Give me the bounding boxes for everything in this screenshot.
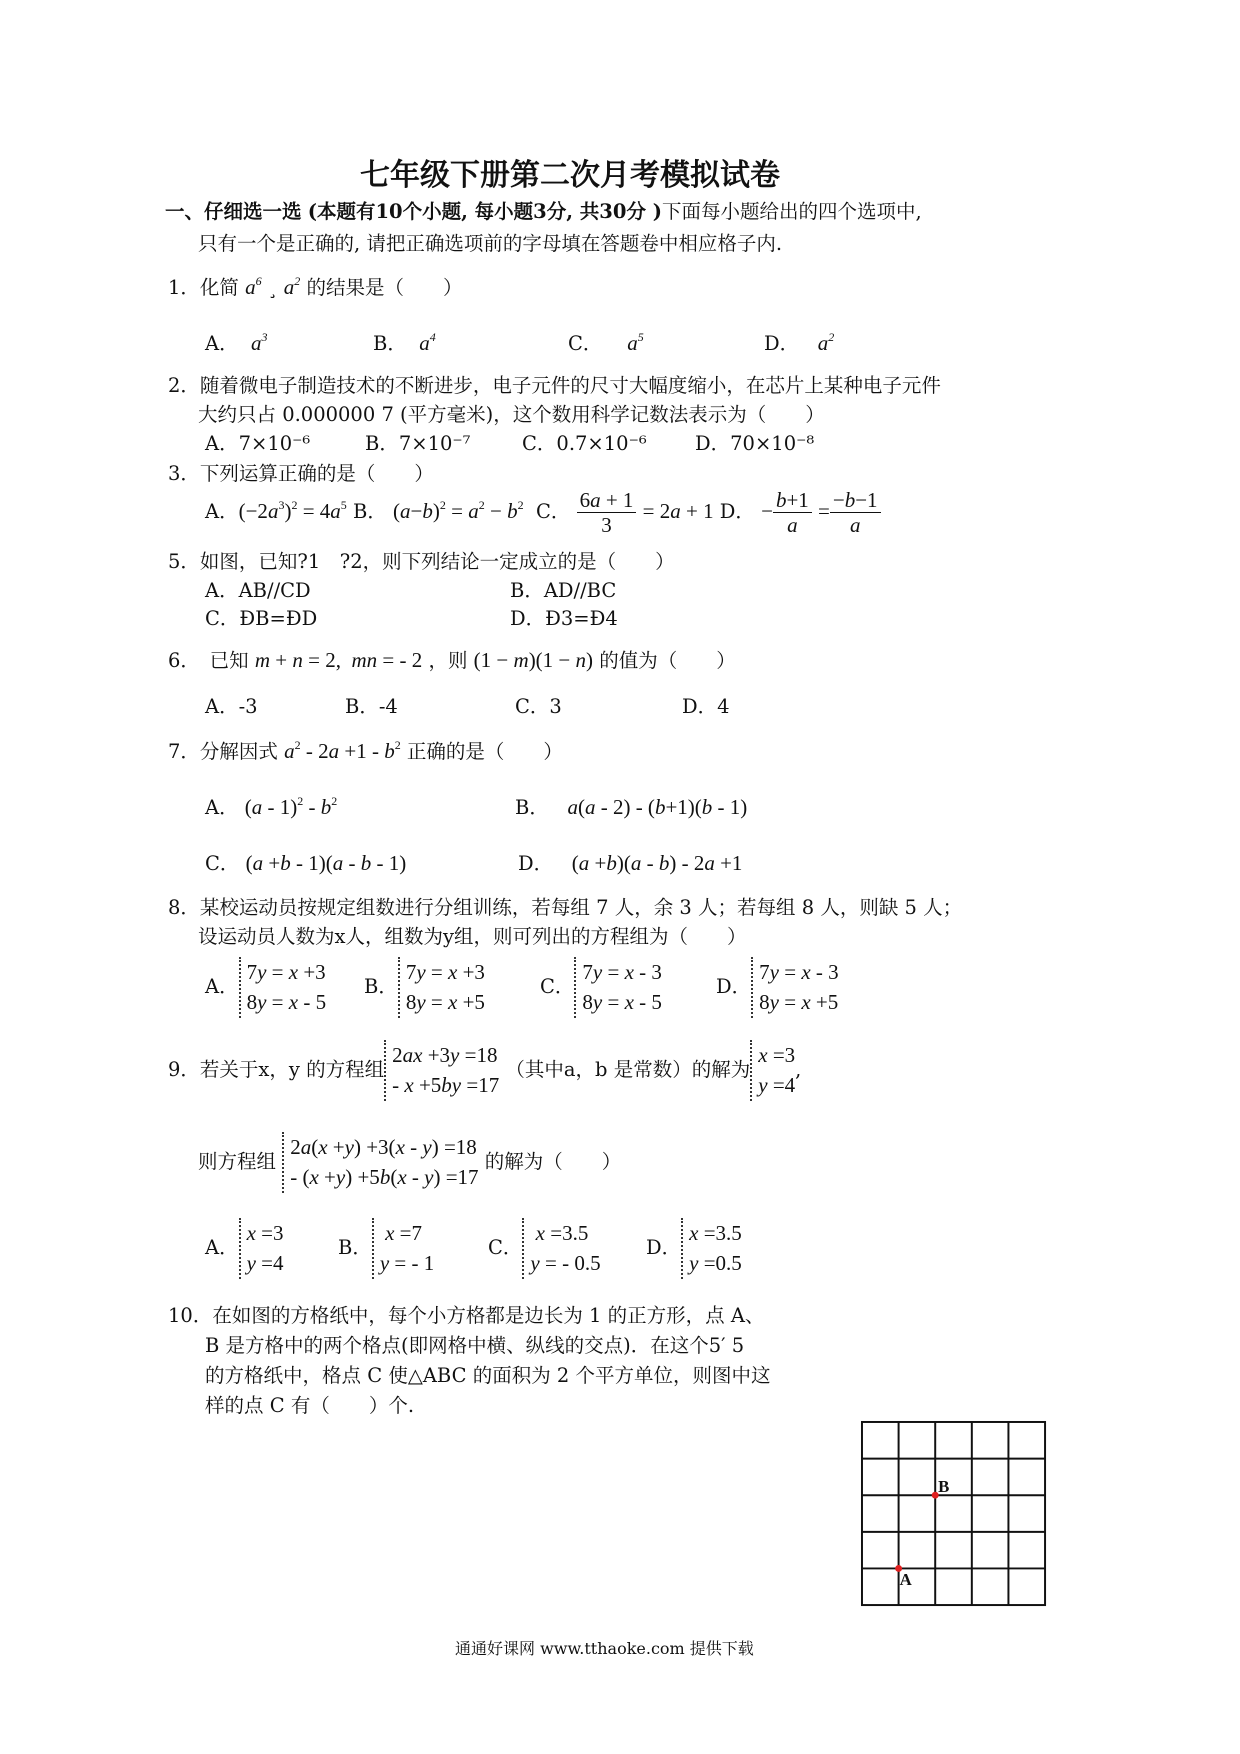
q7-option-a[interactable]: A． $(a - 1)^2 - b^2$ xyxy=(205,794,338,819)
q7-option-b[interactable]: B． a(a - 2) - (b+1)(b - 1) xyxy=(515,795,748,819)
q9-line2-b: 的解为（ ） xyxy=(484,1149,622,1173)
q5-stem: 5．如图，已知?1 ?2，则下列结论一定成立的是（ ） xyxy=(168,550,675,573)
q6-option-d[interactable]: D．4 xyxy=(682,695,730,718)
grid-border xyxy=(862,1422,1045,1605)
q5-option-d[interactable]: D．Ð3=Ð4 xyxy=(510,607,618,630)
q2-option-c[interactable]: C．0.7×10⁻⁶ xyxy=(522,432,647,455)
q2-option-b[interactable]: B．7×10⁻⁷ xyxy=(365,432,471,455)
q3-stem: 3．下列运算正确的是（ ） xyxy=(168,462,434,485)
q6-option-a[interactable]: A．-3 xyxy=(205,695,258,718)
q9-stem-a: 9．若关于x，y 的方程组 xyxy=(168,1057,385,1081)
q1-option-d[interactable]: D． $a^2$ xyxy=(764,330,835,355)
section-rule: (本题有10个小题, 每小题3分, 共30分 ) xyxy=(307,200,662,223)
q7-stem-a: 7．分解因式 xyxy=(168,740,278,763)
question-6: 6． 已知 m + n = 2, mn = - 2 ，则 (1 − m)(1 − n) 的值为（ ） xyxy=(168,648,736,672)
q8-option-a[interactable]: A．7y = x +3 8y = x - 5 xyxy=(205,957,326,1018)
q7-stem-b: 正确的是（ ） xyxy=(406,740,563,763)
q7-option-d[interactable]: D． (a +b)(a - b) - 2a +1 xyxy=(518,851,743,875)
q9-option-b[interactable]: B． x =7 y = - 1 xyxy=(338,1218,434,1279)
q9-line2-a: 则方程组 xyxy=(198,1149,277,1173)
q1-option-a[interactable]: A． $a^3$ xyxy=(205,330,268,355)
q1-option-c[interactable]: C． $a^5$ xyxy=(568,330,644,355)
section-desc-2: 只有一个是正确的, 请把正确选项前的字母填在答题卷中相应格子内. xyxy=(198,232,783,255)
q3-option-a[interactable]: A．$(-2a^3)^2 = 4a^5$ xyxy=(205,498,347,524)
q10-line-2: B 是方格中的两个格点(即网格中横、纵线的交点)．在这个5′ 5 xyxy=(205,1334,745,1357)
q10-line-3: 的方格纸中，格点 C 使△ABC 的面积为 2 个平方单位，则图中这 xyxy=(205,1364,771,1387)
q8-line-1: 8．某校运动员按规定组数进行分组训练，若每组 7 人，余 3 人；若每组 8 人，则缺 5 人； xyxy=(168,896,963,919)
section-heading-label: 一、仔细选一选 xyxy=(165,200,302,223)
q5-option-a[interactable]: A．AB//CD xyxy=(205,579,311,602)
footer-credit: 通通好课网 www.tthaoke.com 提供下载 xyxy=(455,1639,754,1658)
q6-option-b[interactable]: B．-4 xyxy=(345,695,398,718)
question-7: 7．分解因式 $a^2 - 2a +1 - b^2$ 正确的是（ ） xyxy=(168,738,563,763)
point-a-label: A xyxy=(899,1570,912,1590)
q2-option-a[interactable]: A．7×10⁻⁶ xyxy=(205,432,311,455)
question-9: 9．若关于x，y 的方程组2ax +3y =18 - x +5by =17 （其中a，b 是常数）的解为x =3 y =4, xyxy=(168,1040,801,1101)
section-desc-1: 下面每小题给出的四个选项中, xyxy=(661,200,922,223)
q9-option-d[interactable]: D．x =3.5 y =0.5 xyxy=(646,1218,742,1279)
q10-line-1: 10．在如图的方格纸中，每个小方格都是边长为 1 的正方形，点 A、 xyxy=(168,1304,765,1327)
q7-option-c[interactable]: C． (a +b - 1)(a - b - 1) xyxy=(205,851,407,875)
q9-option-c[interactable]: C． x =3.5 y = - 0.5 xyxy=(488,1218,601,1279)
q9-stem-b: （其中a，b 是常数）的解为 xyxy=(505,1057,751,1081)
q9-option-a[interactable]: A．x =3 y =4 xyxy=(205,1218,284,1279)
q1-option-b[interactable]: B． $a^4$ xyxy=(373,330,436,355)
q3-options xyxy=(205,488,881,537)
q2-line-2: 大约只占 0.000000 7 (平方毫米)，这个数用科学记数法表示为（ ） xyxy=(198,403,825,426)
q3-option-c[interactable]: C． $\frac{6a + 1}{3}$ = 2a + 1 xyxy=(535,488,714,538)
page-title: 七年级下册第二次月考模拟试卷 xyxy=(360,158,780,193)
q2-option-d[interactable]: D．70×10⁻⁸ xyxy=(695,432,815,455)
q9-line-2: 则方程组 2a(x +y) +3(x - y) =18 - (x +y) +5b(x - y) =17 的解为（ ） xyxy=(198,1132,621,1193)
q5-option-b[interactable]: B．AD//BC xyxy=(510,579,617,602)
question-1: 1．化简 $a^6$ ¸ $a^2$ 的结果是（ ） xyxy=(168,274,463,299)
q8-option-c[interactable]: C．7y = x - 3 8y = x - 5 xyxy=(540,957,662,1018)
q8-option-d[interactable]: D．7y = x - 3 8y = x +5 xyxy=(716,957,839,1018)
q6-stem-a: 6． 已知 xyxy=(168,649,249,672)
q3-option-b[interactable]: B． $(a-b)^2 = a^2 - b^2$ xyxy=(352,498,524,524)
q3-option-d[interactable]: D． − $\frac{b+1}{a}$ = $\frac{-b-1}{a}$ xyxy=(720,500,881,523)
q8-option-b[interactable]: B．7y = x +3 8y = x +5 xyxy=(364,957,485,1018)
q5-option-c[interactable]: C．ÐB=ÐD xyxy=(205,607,318,630)
point-b-label: B xyxy=(938,1477,950,1497)
q10-line-4: 样的点 C 有（ ）个. xyxy=(205,1394,415,1417)
q6-option-c[interactable]: C．3 xyxy=(515,695,562,718)
q8-line-2: 设运动员人数为x人，组数为y组，则可列出的方程组为（ ） xyxy=(198,925,747,948)
q6-stem-c: 的值为（ ） xyxy=(599,649,736,672)
grid-figure xyxy=(860,1420,1050,1610)
q1-stem-b: 的结果是（ ） xyxy=(306,276,463,299)
q1-stem-a: 1．化简 xyxy=(168,276,239,299)
section-heading xyxy=(165,196,922,224)
q6-stem-b: ，则 xyxy=(428,649,468,672)
q2-line-1: 2．随着微电子制造技术的不断进步，电子元件的尺寸大幅度缩小，在芯片上某种电子元件 xyxy=(168,374,941,397)
